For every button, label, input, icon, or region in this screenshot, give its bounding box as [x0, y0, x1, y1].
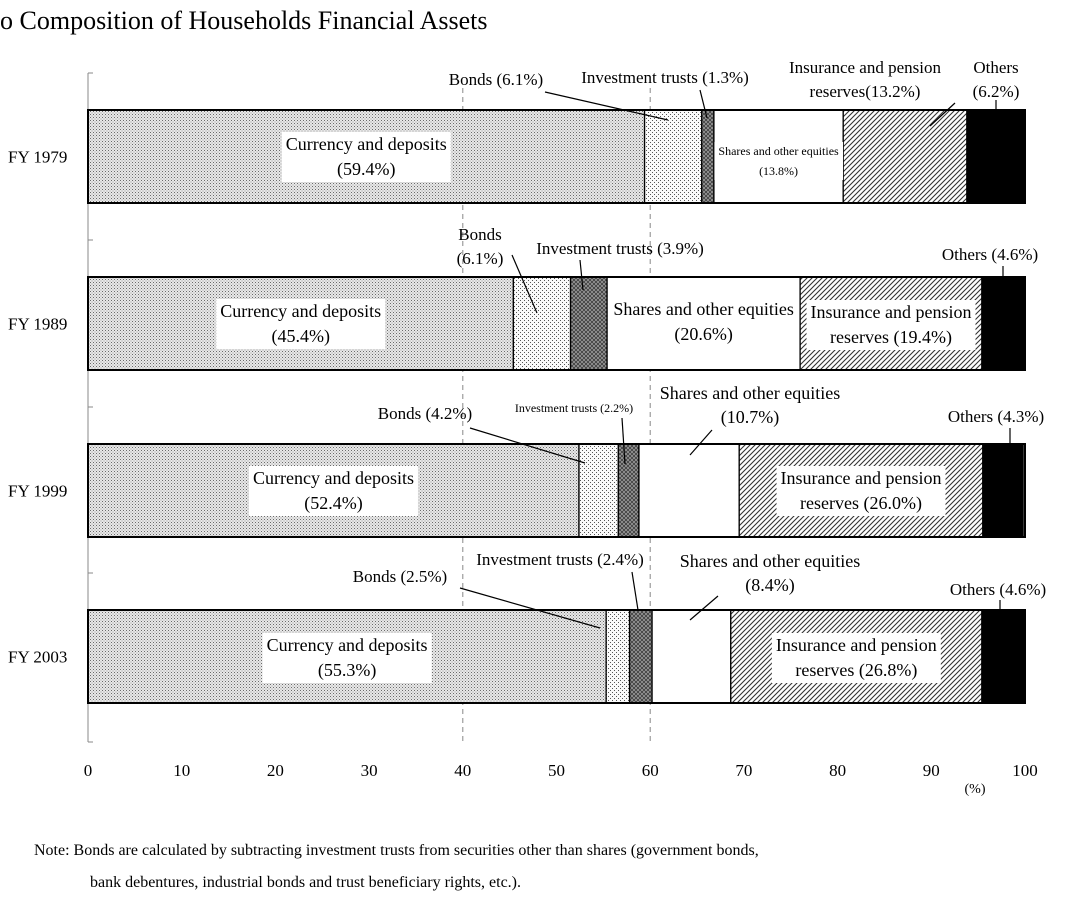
data-label-text: reserves (19.4%): [830, 327, 952, 347]
category-label-fy-1979: FY 1979: [8, 147, 68, 167]
data-label-text: Others: [973, 58, 1019, 77]
leader-line: [632, 572, 638, 610]
data-label-insurance-and-pension-reserves-fy-1989: [807, 300, 976, 350]
data-label-text: Insurance and pension: [810, 302, 972, 322]
data-label-others-fy-1979: [973, 58, 1020, 112]
data-label-text: (59.4%): [337, 159, 396, 179]
x-tick-label-10: 10: [173, 761, 191, 780]
category-label-fy-2003: FY 2003: [8, 647, 68, 667]
data-label-text: Currency and deposits: [266, 635, 428, 655]
data-label-text: Insurance and pension: [788, 58, 942, 77]
data-label-text: reserves (26.0%): [800, 493, 923, 513]
chart-title: o Composition of Households Financial Assets: [0, 6, 488, 35]
data-label-text: Bonds (6.1%): [448, 70, 544, 89]
category-label-fy-1999: FY 1999: [8, 481, 68, 501]
data-label-text: Others (4.3%): [947, 407, 1045, 426]
data-label-text: Bonds: [458, 225, 502, 244]
data-label-others-fy-1999: [948, 407, 1044, 444]
data-label-currency-and-deposits-fy-1989: [216, 299, 385, 349]
bar-segment-investment-trusts-fy-1989: [571, 277, 608, 370]
x-tick-label-80: 80: [829, 761, 847, 780]
bar-segment-shares-and-other-equities-fy-2003: [652, 610, 731, 703]
data-label-text: (10.7%): [720, 407, 780, 427]
x-tick-label-60: 60: [641, 761, 659, 780]
data-label-text: Investment trusts (1.3%): [581, 68, 749, 87]
data-label-text: (6.1%): [456, 249, 504, 268]
data-label-text: reserves(13.2%): [809, 82, 921, 101]
data-label-text: Investment trusts (2.4%): [476, 550, 644, 569]
data-label-text: Currency and deposits: [253, 468, 414, 488]
x-tick-label-70: 70: [735, 761, 753, 780]
data-label-text: Shares and other equities: [718, 144, 839, 158]
bar-segment-investment-trusts-fy-1999: [618, 444, 639, 537]
data-label-shares-and-other-equities-fy-1989: [609, 297, 797, 347]
data-label-insurance-and-pension-reserves-fy-2003: [772, 633, 941, 683]
data-label-text: Investment trusts (2.2%): [514, 401, 634, 415]
data-label-text: (45.4%): [271, 326, 330, 346]
data-label-text: Investment trusts (3.9%): [536, 239, 704, 258]
bar-segment-others-fy-2003: [982, 610, 1025, 703]
x-tick-label-30: 30: [360, 761, 378, 780]
bar-segment-others-fy-1989: [982, 277, 1025, 370]
x-tick-label-20: 20: [266, 761, 284, 780]
data-label-others-fy-1989: [942, 245, 1038, 278]
x-unit-label: (%): [964, 782, 986, 797]
x-tick-label-40: 40: [454, 761, 472, 780]
x-tick-label-100: 100: [1012, 761, 1038, 780]
data-label-insurance-and-pension-reserves-fy-1999: [777, 466, 946, 516]
data-label-text: Insurance and pension: [775, 635, 937, 655]
data-label-text: (6.2%): [972, 82, 1020, 101]
note-line-1: Note: Bonds are calculated by subtracting investment trusts from securities other than shares (government bonds,: [34, 842, 759, 859]
data-label-text: Others (4.6%): [949, 580, 1047, 599]
note-line-2: bank debentures, industrial bonds and trust beneficiary rights, etc.).: [90, 874, 521, 891]
data-label-text: (52.4%): [304, 493, 363, 513]
data-label-text: Shares and other equities: [659, 383, 841, 403]
data-label-text: Insurance and pension: [780, 468, 942, 488]
data-label-text: Others (4.6%): [941, 245, 1039, 264]
data-label-investment-trusts-fy-2003: [476, 550, 644, 610]
data-label-text: Shares and other equities: [679, 551, 861, 571]
data-label-text: Currency and deposits: [285, 134, 447, 154]
bar-segment-investment-trusts-fy-1979: [702, 110, 714, 203]
bar-segment-shares-and-other-equities-fy-1999: [639, 444, 739, 537]
data-label-text: (20.6%): [674, 324, 733, 344]
data-label-text: Bonds (2.5%): [352, 567, 448, 586]
data-label-text: (13.8%): [759, 164, 799, 178]
x-tick-label-50: 50: [548, 761, 565, 780]
category-label-fy-1989: FY 1989: [8, 314, 68, 334]
data-label-others-fy-2003: [950, 580, 1046, 610]
x-tick-label-90: 90: [922, 761, 940, 780]
data-label-text: (8.4%): [745, 575, 795, 595]
bar-segment-others-fy-1999: [983, 444, 1023, 537]
data-label-text: Shares and other equities: [613, 299, 794, 319]
x-tick-label-0: 0: [83, 761, 93, 780]
data-label-text: (55.3%): [317, 660, 377, 680]
data-label-text: reserves (26.8%): [795, 660, 918, 680]
data-label-currency-and-deposits-fy-2003: [263, 633, 432, 683]
data-label-text: Bonds (4.2%): [377, 404, 473, 423]
bar-segment-insurance-and-pension-reserves-fy-1979: [843, 110, 967, 203]
bar-segment-bonds-fy-2003: [606, 610, 629, 703]
bar-segment-bonds-fy-1999: [579, 444, 618, 537]
bar-segment-bonds-fy-1989: [513, 277, 570, 370]
data-label-currency-and-deposits-fy-1999: [249, 466, 418, 516]
data-label-shares-and-other-equities-fy-1979: [714, 142, 843, 180]
data-label-text: Currency and deposits: [220, 301, 382, 321]
bar-segment-bonds-fy-1979: [645, 110, 702, 203]
bar-segment-investment-trusts-fy-2003: [630, 610, 652, 703]
bar-segment-others-fy-1979: [967, 110, 1025, 203]
data-label-currency-and-deposits-fy-1979: [282, 132, 451, 182]
